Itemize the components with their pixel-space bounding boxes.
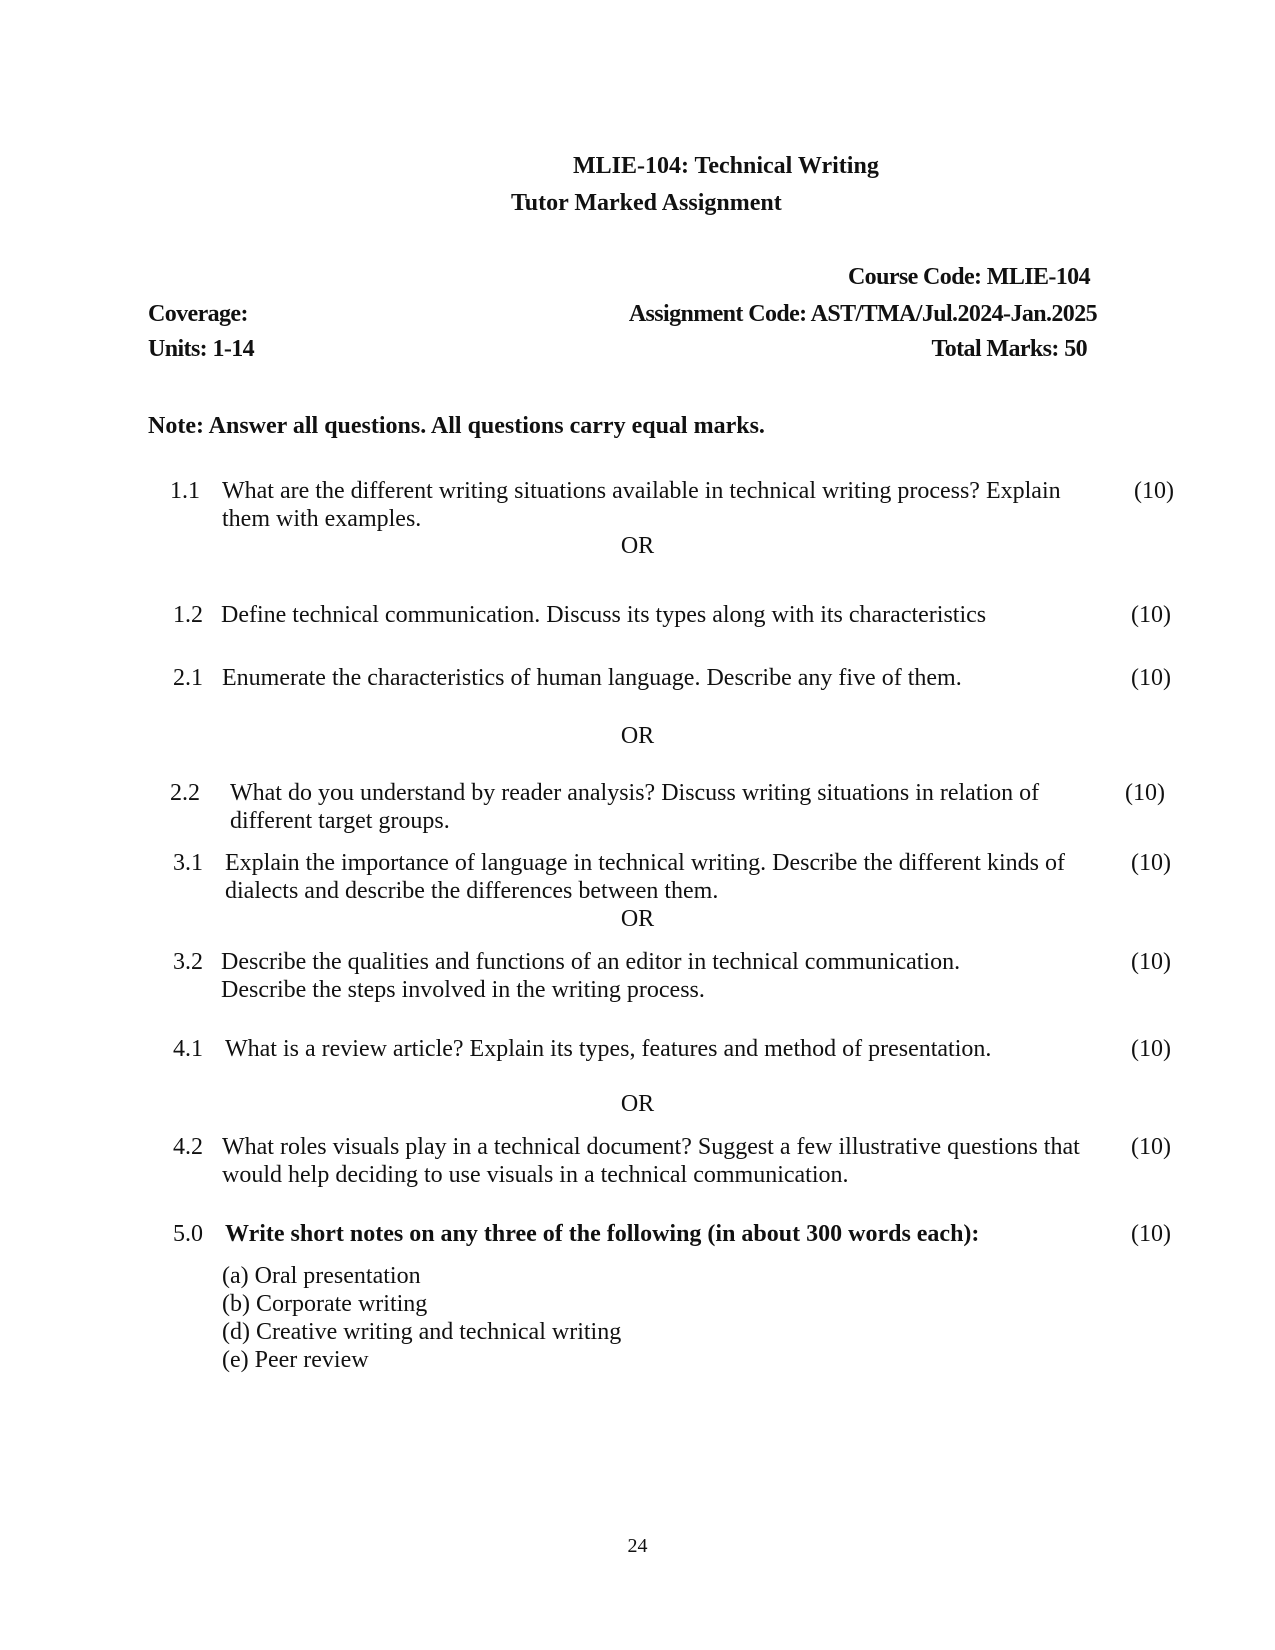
document-title: MLIE-104: Technical Writing bbox=[573, 153, 879, 179]
question-number: 2.1 bbox=[173, 665, 203, 691]
page-number: 24 bbox=[627, 1535, 648, 1557]
question-number: 5.0 bbox=[173, 1221, 203, 1247]
question-text: Describe the qualities and functions of an editor in technical communication. bbox=[221, 949, 961, 975]
question-text-continued: them with examples. bbox=[222, 506, 422, 532]
or-separator: OR bbox=[620, 1091, 655, 1117]
question-text-continued: dialects and describe the differences between them. bbox=[225, 878, 719, 904]
question-text: Define technical communication. Discuss its types along with its characteristics bbox=[221, 602, 987, 628]
question-marks: (10) bbox=[1131, 1134, 1171, 1160]
total-marks: Total Marks: 50 bbox=[931, 336, 1087, 362]
question-number: 4.1 bbox=[173, 1036, 203, 1062]
question-text-continued: would help deciding to use visuals in a technical communication. bbox=[222, 1162, 849, 1188]
list-item: (b) Corporate writing bbox=[222, 1291, 428, 1317]
question-number: 3.1 bbox=[173, 850, 203, 876]
question-text: What is a review article? Explain its types, features and method of presentation. bbox=[225, 1036, 992, 1062]
question-marks: (10) bbox=[1131, 949, 1171, 975]
question-marks: (10) bbox=[1131, 850, 1171, 876]
or-separator: OR bbox=[620, 906, 655, 932]
question-text-continued: Describe the steps involved in the writing process. bbox=[221, 977, 705, 1003]
question-number: 3.2 bbox=[173, 949, 203, 975]
question-text: What are the different writing situations available in technical writing process? Explain bbox=[222, 478, 1061, 504]
list-item: (a) Oral presentation bbox=[222, 1263, 421, 1289]
question-number: 4.2 bbox=[173, 1134, 203, 1160]
instructions-note: Note: Answer all questions. All questions carry equal marks. bbox=[148, 413, 765, 439]
question-marks: (10) bbox=[1131, 1221, 1171, 1247]
question-number: 1.1 bbox=[170, 478, 200, 504]
assignment-code: Assignment Code: AST/TMA/Jul.2024-Jan.2025 bbox=[628, 301, 1097, 327]
question-text: Explain the importance of language in technical writing. Describe the different kinds of bbox=[225, 850, 1065, 876]
or-separator: OR bbox=[620, 533, 655, 559]
question-marks: (10) bbox=[1131, 602, 1171, 628]
question-text: Enumerate the characteristics of human language. Describe any five of them. bbox=[222, 665, 962, 691]
question-number: 2.2 bbox=[170, 780, 200, 806]
question-marks: (10) bbox=[1125, 780, 1165, 806]
course-code: Course Code: MLIE-104 bbox=[847, 264, 1090, 290]
list-item: (d) Creative writing and technical writing bbox=[222, 1319, 622, 1345]
document-subtitle: Tutor Marked Assignment bbox=[511, 190, 782, 216]
coverage-label: Coverage: bbox=[148, 301, 248, 327]
list-item: (e) Peer review bbox=[222, 1347, 369, 1373]
units-label: Units: 1-14 bbox=[148, 336, 255, 362]
question-text: What do you understand by reader analysis? Discuss writing situations in relation of bbox=[230, 780, 1040, 806]
or-separator: OR bbox=[620, 723, 655, 749]
question-text-continued: different target groups. bbox=[230, 808, 450, 834]
question-text: Write short notes on any three of the following (in about 300 words each): bbox=[225, 1221, 980, 1247]
question-marks: (10) bbox=[1131, 665, 1171, 691]
question-number: 1.2 bbox=[173, 602, 203, 628]
question-text: What roles visuals play in a technical document? Suggest a few illustrative questions that bbox=[222, 1134, 1080, 1160]
question-marks: (10) bbox=[1131, 1036, 1171, 1062]
question-marks: (10) bbox=[1134, 478, 1174, 504]
